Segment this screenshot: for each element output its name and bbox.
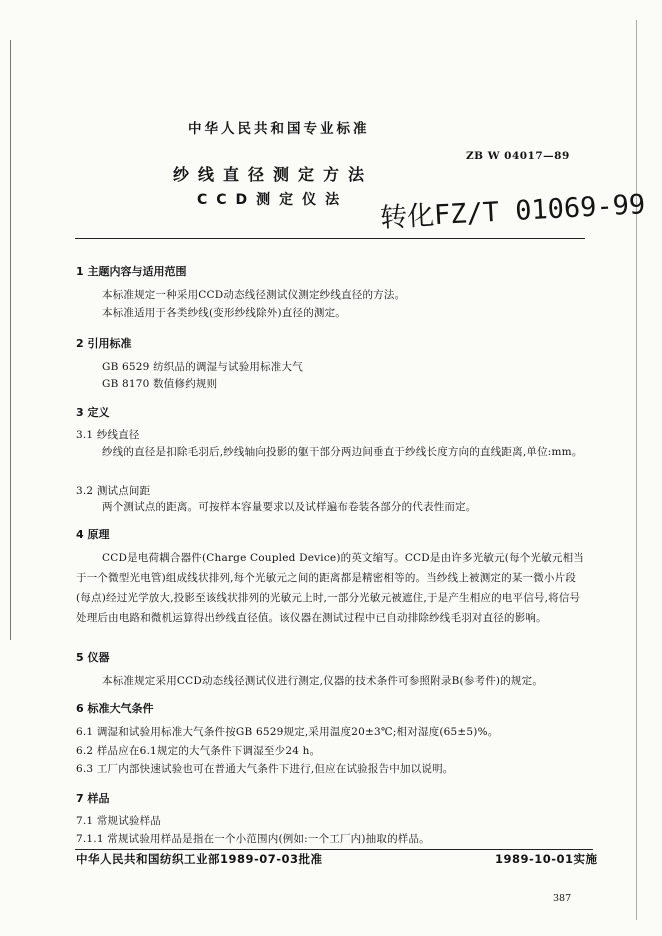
scan-edge-line <box>636 20 637 920</box>
org-title: 中华人民共和国专业标准 <box>188 121 370 137</box>
clause-title: 3.2 测试点间距 <box>76 485 151 497</box>
paragraph: CCD是电荷耦合器件(Charge Coupled Device)的英文缩写。CCD是由许多光敏元(每个光敏元相当于一个微型光电管)组成线状排列,每个光敏元之间的距离都是精密相等的。当纱线上被测定的某一微小片段(每点)经过光学放大,投影至该线状排列的光敏元上时,一部分光敏元被遮住,于是产生相应的电平信号,将信号处理后由电路和微机运算得出纱线直径值。该仪器在测试过程中已自动排除纱线毛羽对直径的影响。 <box>76 552 584 624</box>
clause-item: 7.1.1 常规试验用样品是指在一个小范围内(例如:一个工厂内)抽取的样品。 <box>76 833 430 845</box>
section-heading-6: 6 标准大气条件 <box>76 702 154 715</box>
paragraph: 本标准规定一种采用CCD动态线径测试仪测定纱线直径的方法。 <box>102 289 406 301</box>
clause-item: 6.2 样品应在6.1规定的大气条件下调湿至少24 h。 <box>76 745 321 757</box>
handwritten-note: 转化FZ/T 01069-99 <box>379 189 646 234</box>
clause-item: 7.1 常规试验样品 <box>76 815 162 827</box>
document-subtitle: CCD测定仪法 <box>197 192 349 208</box>
standard-code: ZB W 04017—89 <box>466 150 570 162</box>
reference-item: GB 6529 纺织品的调湿与试验用标准大气 <box>102 361 303 373</box>
scan-edge-line <box>10 40 11 640</box>
clause-body: 两个测试点的距离。可按样本容量要求以及试样遍布卷装各部分的代表性而定。 <box>102 501 477 513</box>
section-heading-1: 1 主题内容与适用范围 <box>76 265 187 278</box>
effective-date: 1989-10-01实施 <box>495 852 598 866</box>
clause-item: 6.3 工厂内部快速试验也可在普通大气条件下进行,但应在试验报告中加以说明。 <box>76 763 454 775</box>
clause-title: 3.1 纱线直径 <box>76 429 140 441</box>
section-heading-4: 4 原理 <box>76 528 110 541</box>
clause-body: 纱线的直径是扣除毛羽后,纱线轴向投影的躯干部分两边间垂直于纱线长度方向的直线距离,单位:mm。 <box>102 446 583 458</box>
paragraph: 本标准适用于各类纱线(变形纱线除外)直径的测定。 <box>102 307 346 319</box>
approval-line: 中华人民共和国纺织工业部1989-07-03批准 <box>76 852 323 866</box>
section-heading-2: 2 引用标准 <box>76 337 132 350</box>
paragraph: 本标准规定采用CCD动态线径测试仪进行测定,仪器的技术条件可参照附录B(参考件)的规定。 <box>102 675 544 687</box>
section-heading-3: 3 定义 <box>76 406 110 419</box>
section-heading-7: 7 样品 <box>76 792 110 805</box>
section-heading-5: 5 仪器 <box>76 651 110 664</box>
clause-item: 6.1 调湿和试验用标准大气条件按GB 6529规定,采用温度20±3℃;相对湿度(65±5)%。 <box>76 726 499 738</box>
header-rule <box>75 238 585 239</box>
reference-item: GB 8170 数值修约规则 <box>102 378 218 390</box>
document-title: 纱线直径测定方法 <box>173 165 374 184</box>
footer-rule <box>75 849 593 850</box>
page-number: 387 <box>553 893 572 904</box>
